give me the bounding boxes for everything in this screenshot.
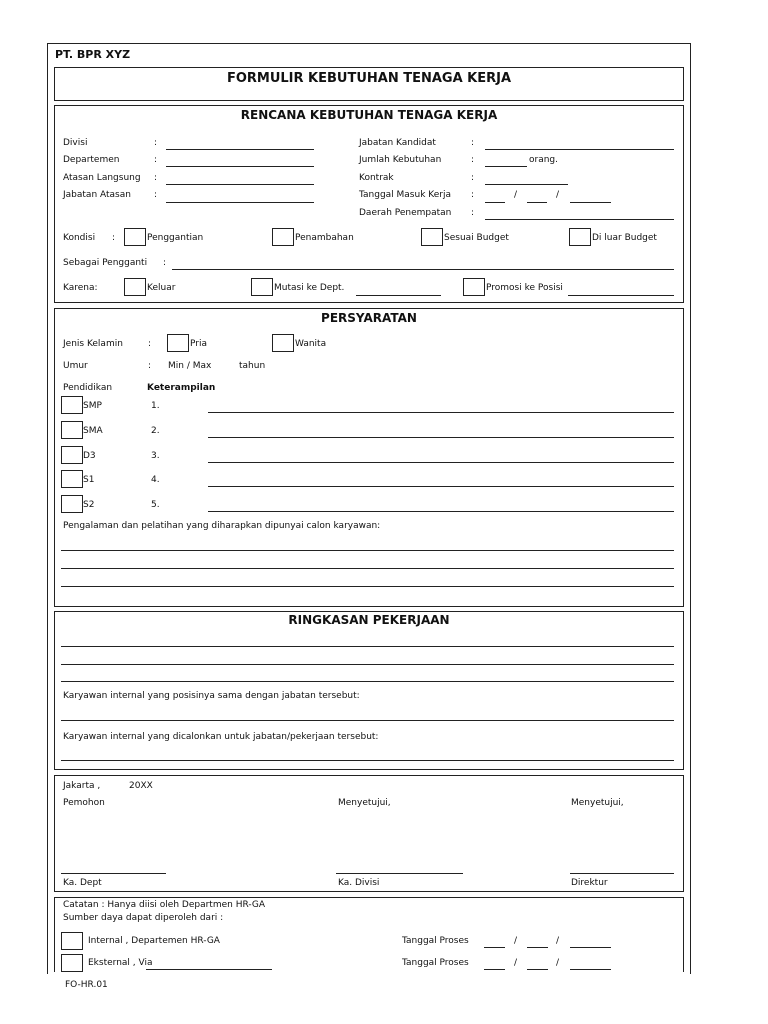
rencana-title: RENCANA KEBUTUHAN TENAGA KERJA — [240, 108, 498, 122]
skill-field-3[interactable] — [208, 462, 674, 463]
ringkasan-line-2[interactable] — [61, 664, 674, 665]
colon: : — [112, 233, 116, 243]
jabatan-atasan-label: Jabatan Atasan — [63, 190, 131, 200]
sesuai-budget-label: Sesuai Budget — [444, 233, 509, 243]
keluar-checkbox[interactable] — [124, 278, 146, 296]
skill-number: 1. — [151, 401, 160, 411]
skill-number: 2. — [151, 426, 160, 436]
tanggal-month-field[interactable] — [527, 202, 547, 203]
jenis-kelamin-label: Jenis Kelamin — [63, 339, 123, 349]
sumber-label: Sumber daya dapat diperoleh dari : — [63, 913, 224, 923]
mutasi-label: Mutasi ke Dept. — [274, 283, 345, 293]
jumlah-kebutuhan-field[interactable] — [485, 166, 527, 167]
wanita-label: Wanita — [295, 339, 327, 349]
ringkasan-line-1[interactable] — [61, 646, 674, 647]
penggantian-checkbox[interactable] — [124, 228, 146, 246]
pendidikan-label: Pendidikan — [63, 383, 113, 393]
colon: : — [471, 138, 475, 148]
ka-dept-signature-line[interactable] — [61, 873, 166, 874]
colon: : — [154, 190, 158, 200]
proses-2-year-field[interactable] — [570, 969, 611, 970]
tanggal-year-field[interactable] — [570, 202, 611, 203]
d3-label: D3 — [83, 451, 96, 461]
menyetujui-1-label: Menyetujui, — [338, 798, 391, 808]
internal-checkbox[interactable] — [61, 932, 83, 950]
smp-checkbox[interactable] — [61, 396, 83, 414]
colon: : — [163, 258, 167, 268]
internal-nominated-label: Karyawan internal yang dicalonkan untuk jabatan/pekerjaan tersebut: — [63, 732, 379, 742]
colon: : — [154, 173, 158, 183]
skill-number: 4. — [151, 475, 160, 485]
eksternal-checkbox[interactable] — [61, 954, 83, 972]
proses-1-day-field[interactable] — [484, 947, 505, 948]
s1-checkbox[interactable] — [61, 470, 83, 488]
pengalaman-label: Pengalaman dan pelatihan yang diharapkan dipunyai calon karyawan: — [63, 521, 381, 531]
colon: : — [471, 173, 475, 183]
year-label: 20XX — [129, 781, 153, 791]
kondisi-label: Kondisi — [63, 233, 96, 243]
eksternal-via-field[interactable] — [146, 969, 272, 970]
city-label: Jakarta , — [63, 781, 101, 791]
proses-1-month-field[interactable] — [527, 947, 548, 948]
jabatan-kandidat-label: Jabatan Kandidat — [359, 138, 436, 148]
ka-divisi-label: Ka. Divisi — [338, 878, 380, 888]
colon: : — [471, 190, 475, 200]
ka-divisi-signature-line[interactable] — [336, 873, 463, 874]
s2-label: S2 — [83, 500, 95, 510]
colon: : — [148, 361, 152, 371]
internal-same-label: Karyawan internal yang posisinya sama dengan jabatan tersebut: — [63, 691, 360, 701]
pria-label: Pria — [190, 339, 207, 349]
direktur-signature-line[interactable] — [570, 873, 674, 874]
divisi-field[interactable] — [166, 149, 314, 150]
colon: : — [154, 155, 158, 165]
penambahan-checkbox[interactable] — [272, 228, 294, 246]
date-slash: / — [556, 190, 560, 200]
atasan-langsung-label: Atasan Langsung — [63, 173, 141, 183]
sma-checkbox[interactable] — [61, 421, 83, 439]
colon: : — [148, 339, 152, 349]
date-slash: / — [514, 190, 518, 200]
skill-field-2[interactable] — [208, 437, 674, 438]
diluar-budget-checkbox[interactable] — [569, 228, 591, 246]
s2-checkbox[interactable] — [61, 495, 83, 513]
menyetujui-2-label: Menyetujui, — [571, 798, 624, 808]
direktur-label: Direktur — [571, 878, 608, 888]
eksternal-label: Eksternal , Via — [88, 958, 153, 968]
keterampilan-label: Keterampilan — [147, 383, 216, 393]
persyaratan-title: PERSYARATAN — [321, 311, 417, 325]
jumlah-kebutuhan-label: Jumlah Kebutuhan — [359, 155, 442, 165]
skill-number: 3. — [151, 451, 160, 461]
pengalaman-line-1[interactable] — [61, 550, 674, 551]
ringkasan-title: RINGKASAN PEKERJAAN — [288, 613, 450, 627]
kontrak-label: Kontrak — [359, 173, 394, 183]
form-title: FORMULIR KEBUTUHAN TENAGA KERJA — [226, 71, 512, 86]
date-slash: / — [514, 936, 518, 946]
catatan-note: Catatan : Hanya diisi oleh Departmen HR-GA — [63, 900, 266, 910]
internal-label: Internal , Departemen HR-GA — [88, 936, 220, 946]
form-code: FO-HR.01 — [65, 980, 108, 990]
date-slash: / — [556, 958, 560, 968]
promosi-posisi-field[interactable] — [568, 295, 674, 296]
diluar-budget-label: Di luar Budget — [592, 233, 657, 243]
penambahan-label: Penambahan — [295, 233, 354, 243]
internal-same-field[interactable] — [61, 720, 674, 721]
sesuai-budget-checkbox[interactable] — [421, 228, 443, 246]
date-slash: / — [556, 936, 560, 946]
ka-dept-label: Ka. Dept — [63, 878, 102, 888]
tanggal-proses-1-label: Tanggal Proses — [402, 936, 469, 946]
mutasi-dept-field[interactable] — [356, 295, 441, 296]
pengalaman-line-3[interactable] — [61, 586, 674, 587]
jabatan-kandidat-field[interactable] — [485, 149, 674, 150]
proses-1-year-field[interactable] — [570, 947, 611, 948]
signature-section — [54, 775, 684, 892]
proses-2-day-field[interactable] — [484, 969, 505, 970]
min-max-text: Min / Max — [168, 361, 212, 371]
tanggal-day-field[interactable] — [485, 202, 505, 203]
wanita-checkbox[interactable] — [272, 334, 294, 352]
promosi-checkbox[interactable] — [463, 278, 485, 296]
company-name: PT. BPR XYZ — [55, 48, 131, 61]
ringkasan-line-3[interactable] — [61, 681, 674, 682]
persyaratan-section — [54, 308, 684, 607]
divisi-label: Divisi — [63, 138, 88, 148]
proses-2-month-field[interactable] — [527, 969, 548, 970]
promosi-label: Promosi ke Posisi — [486, 283, 563, 293]
karena-label: Karena: — [63, 283, 98, 293]
jabatan-atasan-field[interactable] — [166, 202, 314, 203]
skill-number: 5. — [151, 500, 160, 510]
mutasi-checkbox[interactable] — [251, 278, 273, 296]
pemohon-label: Pemohon — [63, 798, 105, 808]
departemen-field[interactable] — [166, 166, 314, 167]
pengganti-field[interactable] — [172, 269, 674, 270]
pengganti-label: Sebagai Pengganti — [63, 258, 148, 268]
d3-checkbox[interactable] — [61, 446, 83, 464]
tahun-text: tahun — [239, 361, 266, 371]
daerah-penempatan-label: Daerah Penempatan — [359, 208, 452, 218]
skill-field-1[interactable] — [208, 412, 674, 413]
tanggal-masuk-label: Tanggal Masuk Kerja — [359, 190, 451, 200]
penggantian-label: Penggantian — [147, 233, 204, 243]
tanggal-proses-2-label: Tanggal Proses — [402, 958, 469, 968]
pengalaman-line-2[interactable] — [61, 568, 674, 569]
internal-nominated-field[interactable] — [61, 760, 674, 761]
s1-label: S1 — [83, 475, 95, 485]
colon: : — [154, 138, 158, 148]
skill-field-4[interactable] — [208, 486, 674, 487]
daerah-penempatan-field[interactable] — [485, 219, 674, 220]
sma-label: SMA — [83, 426, 103, 436]
pria-checkbox[interactable] — [167, 334, 189, 352]
date-slash: / — [514, 958, 518, 968]
kontrak-field[interactable] — [485, 184, 568, 185]
skill-field-5[interactable] — [208, 511, 674, 512]
rencana-section — [54, 105, 684, 303]
atasan-langsung-field[interactable] — [166, 184, 314, 185]
keluar-label: Keluar — [147, 283, 176, 293]
orang-unit: orang. — [529, 155, 558, 165]
colon: : — [471, 155, 475, 165]
umur-label: Umur — [63, 361, 88, 371]
colon: : — [471, 208, 475, 218]
departemen-label: Departemen — [63, 155, 120, 165]
smp-label: SMP — [83, 401, 102, 411]
